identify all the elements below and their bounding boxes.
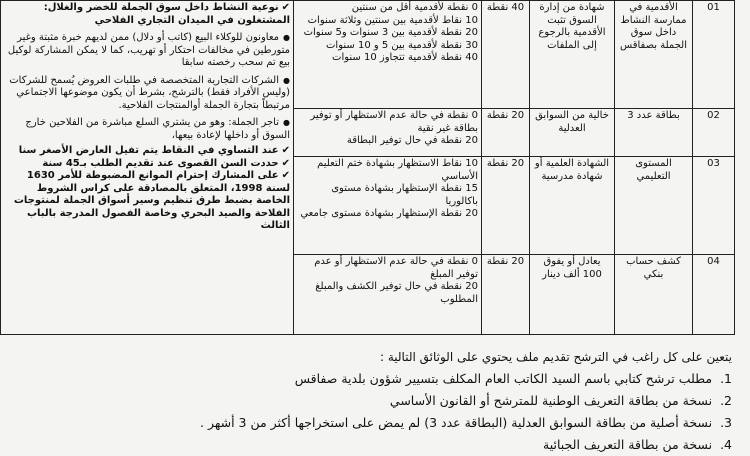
- item-text: نسخة من بطاقة التعريف الجبائية: [543, 437, 713, 452]
- required-documents-intro: يتعين على كل راغب في الترشح تقديم ملف يحتوي على الوثائق التالية :: [379, 350, 732, 364]
- details-cell: [294, 157, 482, 255]
- list-item: [12, 390, 732, 412]
- checkmark-icon: ✔: [281, 157, 290, 169]
- item-text: مطلب ترشح كتابي باسم السيد الكاتب العام المكلف بتسيير شؤون بلدية صفاقس: [294, 371, 713, 386]
- notes-check: ✔عند التساوي في النقاط يتم تفيل العارض الأصغر سنا: [18, 145, 290, 156]
- notes-check: ✔حددت السن القصوى عند تقديم الطلب بـ45 سنة: [42, 157, 290, 169]
- detail-line: 30 نقطة لأقدمية بين 5 و 10 سنوات: [326, 39, 478, 51]
- score-cell: 20 نقطة: [482, 157, 530, 255]
- checkmark-icon: ✔: [281, 2, 290, 13]
- notes-bullet: ●تاجر الجملة: وهو من يشتري السلع مباشرة من الفلاحين خارج السوق أو داخلها لإعادة بيعها،: [25, 117, 290, 141]
- details-cell: [294, 109, 482, 157]
- detail-line: 0 نقطة في حالة عدم الاستظهار أو عدم توفير المبلغ: [314, 256, 478, 280]
- row-number: 03: [693, 157, 735, 255]
- document-cell: شهادة من إدارة السوق تثبت الأقدمية بالرجوع إلى الملفات: [530, 1, 615, 109]
- detail-line: 10 نقاط الاستظهار بشهادة ختم التعليم الأساسي: [317, 158, 478, 182]
- criterion-cell: الأقدمية في ممارسة النشاط داخل سوق الجملة بصفاقس: [615, 1, 693, 109]
- required-documents-section: [12, 346, 732, 456]
- table-row: [1, 1, 735, 109]
- criterion-cell: بطاقة عدد 3: [615, 109, 693, 157]
- row-number: 02: [693, 109, 735, 157]
- notes-check: ✔على المشارك إحترام الموانع المضبوطة للأمر 1630 لسنة 1998، المتعلق بالمصادقة على كراس الشروط الخاصة بضبط طرق تنظيم وسير أسواق الجملة لمنتوجات الفلاحة والصيد البحري وخاصة الفصول المدرجة بالباب الثالث: [13, 170, 290, 231]
- notes-intro: ✔نوعية النشاط داخل سوق الجملة للخضر والغلال: المشتغلون في الميدان التجاري الفلاحي: [43, 2, 290, 26]
- row-number: 01: [693, 1, 735, 109]
- bullet-icon: ●: [283, 33, 290, 42]
- item-number: 1.: [720, 371, 732, 386]
- item-text: نسخة أصلية من بطاقة السوابق العدلية (البطاقة عدد 3) لم يمض على استخراجها أكثر من 3 أشهر .: [200, 415, 713, 430]
- document-cell: الشهادة العلمية أو شهادة مدرسية: [530, 157, 615, 255]
- detail-line: 40 نقطة لأقدمية تتجاوز 10 سنوات: [332, 52, 478, 63]
- detail-line: 10 نقاط لأقدمية بين سنتين وثلاثة سنوات: [307, 14, 478, 26]
- document-cell: خالية من السوابق العدلية: [530, 109, 615, 157]
- score-cell: 20 نقطة: [482, 109, 530, 157]
- details-cell: [294, 255, 482, 335]
- detail-line: 15 نقطة الإستظهار بشهادة مستوى باكالوريا: [331, 183, 478, 207]
- detail-line: 20 نقطة لأقدمية بين 3 سنوات و5 سنوات: [303, 27, 478, 38]
- row-number: 04: [693, 255, 735, 335]
- list-item: [12, 368, 732, 390]
- detail-line: 20 نقطة في حال توفير البطاقة: [346, 135, 478, 146]
- details-cell: [294, 1, 482, 109]
- checkmark-icon: ✔: [281, 145, 290, 156]
- item-number: 3.: [720, 415, 732, 430]
- notes-cell: [1, 1, 294, 335]
- notes-bullet: ●معاونون للوكلاء البيع (كاتب أو دلال) ممن لديهم خبرة مثبتة وغير متورطين في مخالفات احتكار أو تهريب، كما لا يمكن المشاركة لوكيل بيع تم سحب رخصته سابقا: [7, 32, 290, 68]
- list-item: [12, 412, 732, 434]
- item-text: نسخة من بطاقة التعريف الوطنية للمترشح أو القانون الأساسي: [389, 393, 713, 408]
- checkmark-icon: ✔: [281, 170, 290, 181]
- detail-line: 20 نقطة الإستظهار بشهادة مستوى جامعي: [300, 208, 478, 219]
- bullet-icon: ●: [283, 118, 290, 127]
- detail-line: 0 نقطة في حالة عدم الاستظهار أو توفير بطاقة غير نقية: [310, 110, 478, 134]
- criterion-cell: المستوى التعليمي: [615, 157, 693, 255]
- detail-line: 20 نقطة في حال توفير الكشف والمبلغ المطلوب: [315, 281, 478, 305]
- criterion-cell: كشف حساب بنكي: [615, 255, 693, 335]
- document-cell: يعادل أو يفوق 100 ألف دينار: [530, 255, 615, 335]
- item-number: 4.: [720, 437, 732, 452]
- notes-bullet: ●الشركات التجارية المتخصصة في طلبات العروض يُسمح للشركات (وليس الأفراد فقط) بالترشح، بشرط أن يكون موضوعها الاجتماعي مرتبطاً بتجارة الجملة أوالمنتجات الفلاحية.: [9, 74, 290, 111]
- list-item: [12, 434, 732, 456]
- detail-line: 0 نقطة لأقدمية أقل من سنتين: [351, 2, 478, 13]
- bullet-icon: ●: [283, 75, 290, 85]
- score-cell: 20 نقطة: [482, 255, 530, 335]
- item-number: 2.: [720, 393, 732, 408]
- score-cell: 40 نقطة: [482, 1, 530, 109]
